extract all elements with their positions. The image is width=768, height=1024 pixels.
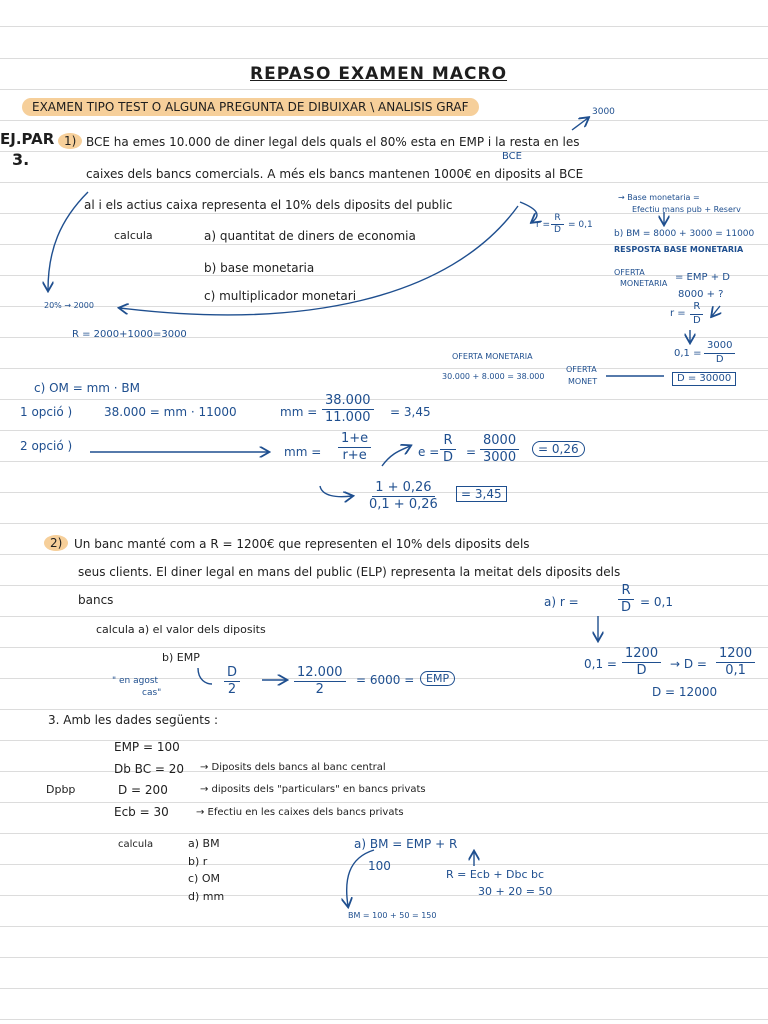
ex2-a-fraction-num: R (618, 584, 633, 600)
oferta-monetaria-label: OFERTA MONETARIA (452, 352, 533, 361)
arrow-final (320, 486, 352, 497)
frac-3000-lhs: 0,1 = (674, 348, 702, 359)
mm-fraction-2-num: 1+e (338, 432, 371, 448)
oferta-label-2: MONETARIA (620, 279, 668, 288)
subtitle-highlight: EXAMEN TIPO TEST O ALGUNA PREGUNTA DE DIBUIXAR \ ANALISIS GRAF (22, 98, 479, 116)
r-fraction-2 (690, 302, 704, 326)
r-frac-rhs: = 0,1 (568, 220, 593, 230)
oferta-monet-label-2: MONET (568, 377, 598, 386)
mm-fraction (322, 394, 374, 424)
fraction-3000 (704, 341, 735, 365)
emp-fraction-2 (294, 666, 346, 696)
exercise-1-line-3: al i els actius caixa representa el 10% dels diposits del public (84, 198, 453, 212)
final-fraction-den: 0,1 + 0,26 (369, 496, 438, 512)
page-title: REPASO EXAMEN MACRO (250, 64, 508, 84)
oferta-monet-label: OFERTA (566, 365, 597, 374)
ex2-a-fraction (618, 584, 634, 614)
e-fraction-num: R (440, 434, 455, 450)
dbc-note: → Diposits dels bancs al banc central (200, 762, 386, 773)
r-fraction-num: R (551, 214, 563, 225)
frac-1200-lhs: 0,1 = (584, 657, 617, 671)
ex2-a-lhs: a) r = (544, 595, 579, 609)
arrow-curve-left (48, 192, 88, 290)
r-frac-lhs: r = (536, 220, 551, 230)
exercise-1-number: 1) (58, 133, 82, 149)
note-20-percent: 20% → 2000 (44, 301, 94, 310)
exercise-1-line-1: BCE ha emes 10.000 de diner legal dels quals el 80% esta en EMP i la resta en les (86, 135, 580, 149)
ex2-a-rhs: = 0,1 (640, 595, 673, 609)
mm-fraction-2-den: r+e (342, 447, 367, 463)
ej-number: 3. (12, 150, 30, 169)
base-monetaria-note: → Base monetaria = (618, 193, 700, 202)
arrow-to-e (382, 446, 410, 466)
r-fraction-den: D (554, 225, 561, 236)
mm-frac-lhs: mm = (280, 405, 318, 419)
emp-fraction-2-den: 2 (315, 681, 324, 697)
question-b: b) base monetaria (204, 261, 315, 275)
exercise-2-line-1: Un banc manté com a R = 1200€ que representen el 10% dels diposits dels (74, 537, 530, 551)
deposits-result: D = 30000 (672, 372, 736, 386)
e-fraction-2-num: 8000 (480, 434, 519, 450)
question-a: a) quantitat de diners de economia (204, 229, 416, 243)
exercise-2-line-3: bancs (78, 593, 114, 607)
arrow-r-check (712, 306, 720, 316)
ex3-calcula: calcula (118, 839, 154, 850)
ex3-answer-a: a) BM = EMP + R (354, 837, 458, 851)
exercise-1-line-2: caixes dels bancs comercials. A més els bancs mantenen 1000€ en diposits al BCE (86, 167, 584, 181)
dbc-value: Db BC = 20 (114, 762, 185, 776)
e-fraction-den: D (443, 449, 454, 465)
fraction-3000-den: D (715, 353, 724, 365)
exercise-3-title: 3. Amb les dades següents : (48, 713, 219, 727)
ex3-question-c: c) OM (188, 872, 220, 885)
ex3-answer-sum: 30 + 20 = 50 (478, 885, 553, 898)
final-fraction (366, 481, 441, 511)
ex3-answer-r: R = Ecb + Dbc bc (446, 868, 545, 881)
e-frac-lhs: e = (418, 445, 440, 459)
emp-value: EMP = 100 (114, 740, 180, 754)
ex3-answer-bm: BM = 100 + 50 = 150 (348, 911, 437, 920)
answer-b-label: RESPOSTA BASE MONETARIA (614, 245, 744, 254)
dpbp-side-label: Dpbp (46, 783, 76, 796)
mm-frac-rhs: = 3,45 (390, 405, 431, 419)
base-monetaria-note-2: Efectiu mans pub + Reserv (632, 205, 741, 214)
exercise-2-question-a: calcula a) el valor dels diposits (96, 623, 266, 636)
fraction-1200-den: D (636, 662, 647, 678)
e-fraction (440, 434, 456, 464)
ex3-question-a: a) BM (188, 837, 220, 850)
fraction-1200 (622, 647, 661, 677)
option-2-label: 2 opció ) (20, 439, 73, 453)
fraction-1200-b-den: 0,1 (725, 662, 746, 678)
e-frac2-lhs: = (466, 445, 477, 459)
en-agost-note: " en agost (112, 676, 159, 686)
emp-fraction (224, 666, 240, 696)
ecb-note: → Efectiu en les caixes dels bancs privats (196, 807, 404, 818)
arrow-emp-to-3000 (572, 118, 588, 130)
ej-par-label: EJ.PAR (0, 130, 55, 148)
mm-fraction-num: 38.000 (322, 394, 374, 410)
frac-1200b-lhs: → D = (670, 657, 707, 671)
option-1-equation: 38.000 = mm · 11000 (104, 405, 237, 419)
en-agost-note-2: cas" (142, 688, 162, 698)
exercise-2-number: 2) (44, 535, 68, 551)
exercise-2-line-2: seus clients. El diner legal en mans del public (ELP) representa la meitat dels diposits dels (78, 565, 621, 579)
r-frac2-lhs: r = (670, 308, 686, 319)
arrow-emp-hook (198, 668, 212, 684)
final-fraction-num: 1 + 0,26 (372, 481, 434, 497)
reserves-equation: R = 2000+1000=3000 (72, 329, 187, 340)
emp-fraction-den: 2 (227, 681, 237, 697)
final-result: = 3,45 (456, 486, 507, 502)
r-fraction (551, 214, 564, 236)
option-1-label: 1 opció ) (20, 405, 73, 419)
r-fraction-2-den: D (693, 314, 701, 326)
emp-result: = 6000 = (356, 673, 415, 687)
mm-frac2-lhs: mm = (284, 445, 322, 459)
exercise-2-question-b: b) EMP (162, 651, 200, 664)
ex2-a-fraction-den: D (621, 599, 632, 615)
ecb-value: Ecb = 30 (114, 805, 169, 819)
fraction-1200-b (716, 647, 755, 677)
calcula-label: calcula (114, 229, 153, 242)
r-fraction-2-num: R (690, 302, 703, 315)
fraction-1200-b-num: 1200 (716, 647, 755, 663)
emp-fraction-2-num: 12.000 (294, 666, 346, 682)
fraction-3000-num: 3000 (704, 341, 735, 354)
mm-fraction-den: 11.000 (325, 409, 371, 425)
oferta-label: OFERTA (614, 268, 645, 277)
ex3-question-b: b) r (188, 855, 208, 868)
emp-circle: EMP (420, 671, 455, 686)
answer-b: b) BM = 8000 + 3000 = 11000 (614, 229, 755, 239)
oferta-equation: = EMP + D (675, 272, 730, 283)
e-fraction-2-den: 3000 (483, 449, 517, 465)
oferta-sum: 30.000 + 8.000 = 38.000 (442, 372, 545, 381)
e-fraction-2 (480, 434, 519, 464)
ex3-answer-100: 100 (368, 859, 391, 873)
top-3000-note: 3000 (592, 107, 615, 117)
e-result: = 0,26 (532, 441, 585, 457)
ex2-deposits-result: D = 12000 (652, 685, 718, 699)
question-c: c) multiplicador monetari (204, 289, 357, 303)
emp-fraction-num: D (224, 666, 240, 682)
oferta-equation-2: 8000 + ? (678, 289, 724, 300)
fraction-1200-num: 1200 (622, 647, 661, 663)
ex3-question-d: d) mm (188, 890, 225, 903)
d-note: → diposits dels "particulars" en bancs privats (200, 784, 426, 795)
d-value: D = 200 (118, 783, 168, 797)
bce-label: BCE (502, 151, 522, 162)
mm-fraction-2 (338, 432, 371, 462)
arrow-to-r (520, 202, 537, 222)
c-equation: c) OM = mm · BM (34, 381, 140, 395)
